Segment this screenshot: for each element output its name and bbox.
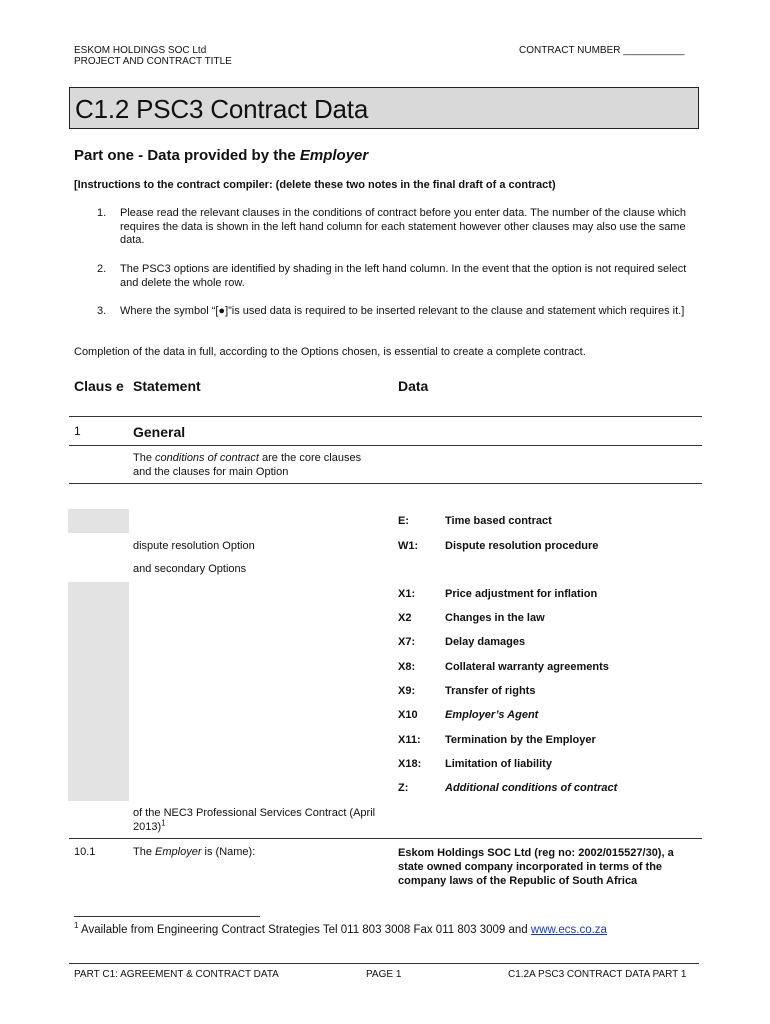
footnote-ref: 1 (161, 817, 166, 827)
option-code: X11: (398, 734, 421, 746)
column-header-statement: Statement (133, 378, 201, 394)
part-title-emph: Employer (299, 147, 369, 164)
title-box (69, 87, 699, 129)
footer-right: C1.2A PSC3 CONTRACT DATA PART 1 (508, 969, 687, 980)
option-name: Delay damages (445, 636, 526, 648)
option-name: Additional conditions of contract (445, 782, 618, 794)
note-number: 1. (97, 207, 107, 219)
nec3-statement (133, 807, 393, 834)
dispute-option-code: W1: (398, 540, 419, 552)
nec3-text: of the NEC3 Professional Services Contract (April 2013) (133, 807, 376, 833)
column-header-clause: Claus e (74, 378, 124, 394)
employer-suffix: is (Name): (201, 846, 256, 858)
footer-divider (69, 963, 699, 964)
option-code: X18: (398, 758, 422, 770)
clause-number: 10.1 (74, 846, 96, 858)
option-name: Limitation of liability (445, 758, 552, 770)
note-text: The PSC3 options are identified by shading in the left hand column. In the event that the option is not required select and delete the whole row. (120, 263, 687, 289)
part-title (74, 147, 368, 164)
note-text: Where the symbol “[●]”is used data is required to be inserted relevant to the clause and statement which requires it.] (120, 305, 685, 317)
completion-note: Completion of the data in full, according to the Options chosen, is essential to create a complete contract. (74, 346, 586, 358)
secondary-label: and secondary Options (133, 563, 247, 575)
instructions: [Instructions to the contract compiler: (delete these two notes in the final draft of a contract) (74, 179, 556, 191)
contract-number: CONTRACT NUMBER ___________ (519, 45, 685, 56)
page-title: C1.2 PSC3 Contract Data (75, 94, 369, 124)
dispute-label: dispute resolution Option (133, 540, 255, 552)
note-number: 2. (97, 263, 107, 275)
main-option-name: Time based contract (445, 515, 552, 527)
option-name: Changes in the law (445, 612, 545, 624)
footnote-text: Available from Engineering Contract Strategies Tel 011 803 3008 Fax 011 803 3009 and (78, 924, 531, 936)
project-title: PROJECT AND CONTRACT TITLE (74, 56, 232, 67)
footnote (74, 921, 607, 936)
employer-statement (133, 846, 255, 860)
note-number: 3. (97, 305, 107, 317)
conditions-suffix: are the core clauses and the clauses for main Option (133, 452, 362, 478)
option-code: X1: (398, 588, 416, 600)
table-divider (69, 416, 702, 417)
option-code: X8: (398, 661, 416, 673)
table-divider (69, 445, 702, 446)
part-title-prefix: Part one - Data provided by the (74, 147, 300, 164)
table-divider (69, 838, 702, 839)
option-name: Transfer of rights (445, 685, 536, 697)
employer-data: Eskom Holdings SOC Ltd (reg no: 2002/015527/30), a state owned company incorporated in terms of the company laws of the Republic of South Africa (398, 847, 674, 887)
employer-prefix: The (133, 846, 156, 858)
option-name: Collateral warranty agreements (445, 661, 609, 673)
conditions-emph: conditions of contract (155, 452, 259, 464)
employer-emph: Employer (155, 846, 202, 858)
option-code: Z: (398, 782, 409, 794)
table-divider (69, 483, 702, 484)
ecs-link[interactable]: www.ecs.co.za (530, 924, 607, 936)
main-option-code: E: (398, 515, 409, 527)
section-number: 1 (74, 424, 81, 438)
option-code: X2 (398, 612, 412, 624)
column-header-data: Data (398, 378, 429, 394)
option-code: X9: (398, 685, 416, 697)
footnote-separator (74, 916, 260, 917)
option-name: Termination by the Employer (445, 734, 596, 746)
option-code: X10 (398, 709, 418, 721)
option-name: Price adjustment for inflation (445, 588, 598, 600)
note-text: Please read the relevant clauses in the conditions of contract before you enter data. The number of the clause which requires the data is shown in the left hand column for each statement however other clauses may also use the same data. (120, 207, 687, 246)
footnote-number: 1 (74, 921, 79, 931)
option-code: X7: (398, 636, 416, 648)
conditions-prefix: The (133, 452, 156, 464)
dispute-option-name: Dispute resolution procedure (445, 540, 599, 552)
company-name: ESKOM HOLDINGS SOC Ltd (74, 45, 207, 56)
footer-left: PART C1: AGREEMENT & CONTRACT DATA (74, 969, 279, 980)
option-shading (68, 582, 129, 801)
option-shading (68, 509, 129, 533)
header-left (74, 45, 232, 67)
footer-page: PAGE 1 (366, 969, 402, 980)
option-name: Employer’s Agent (445, 709, 539, 721)
section-title: General (133, 424, 186, 440)
conditions-statement (133, 452, 373, 479)
